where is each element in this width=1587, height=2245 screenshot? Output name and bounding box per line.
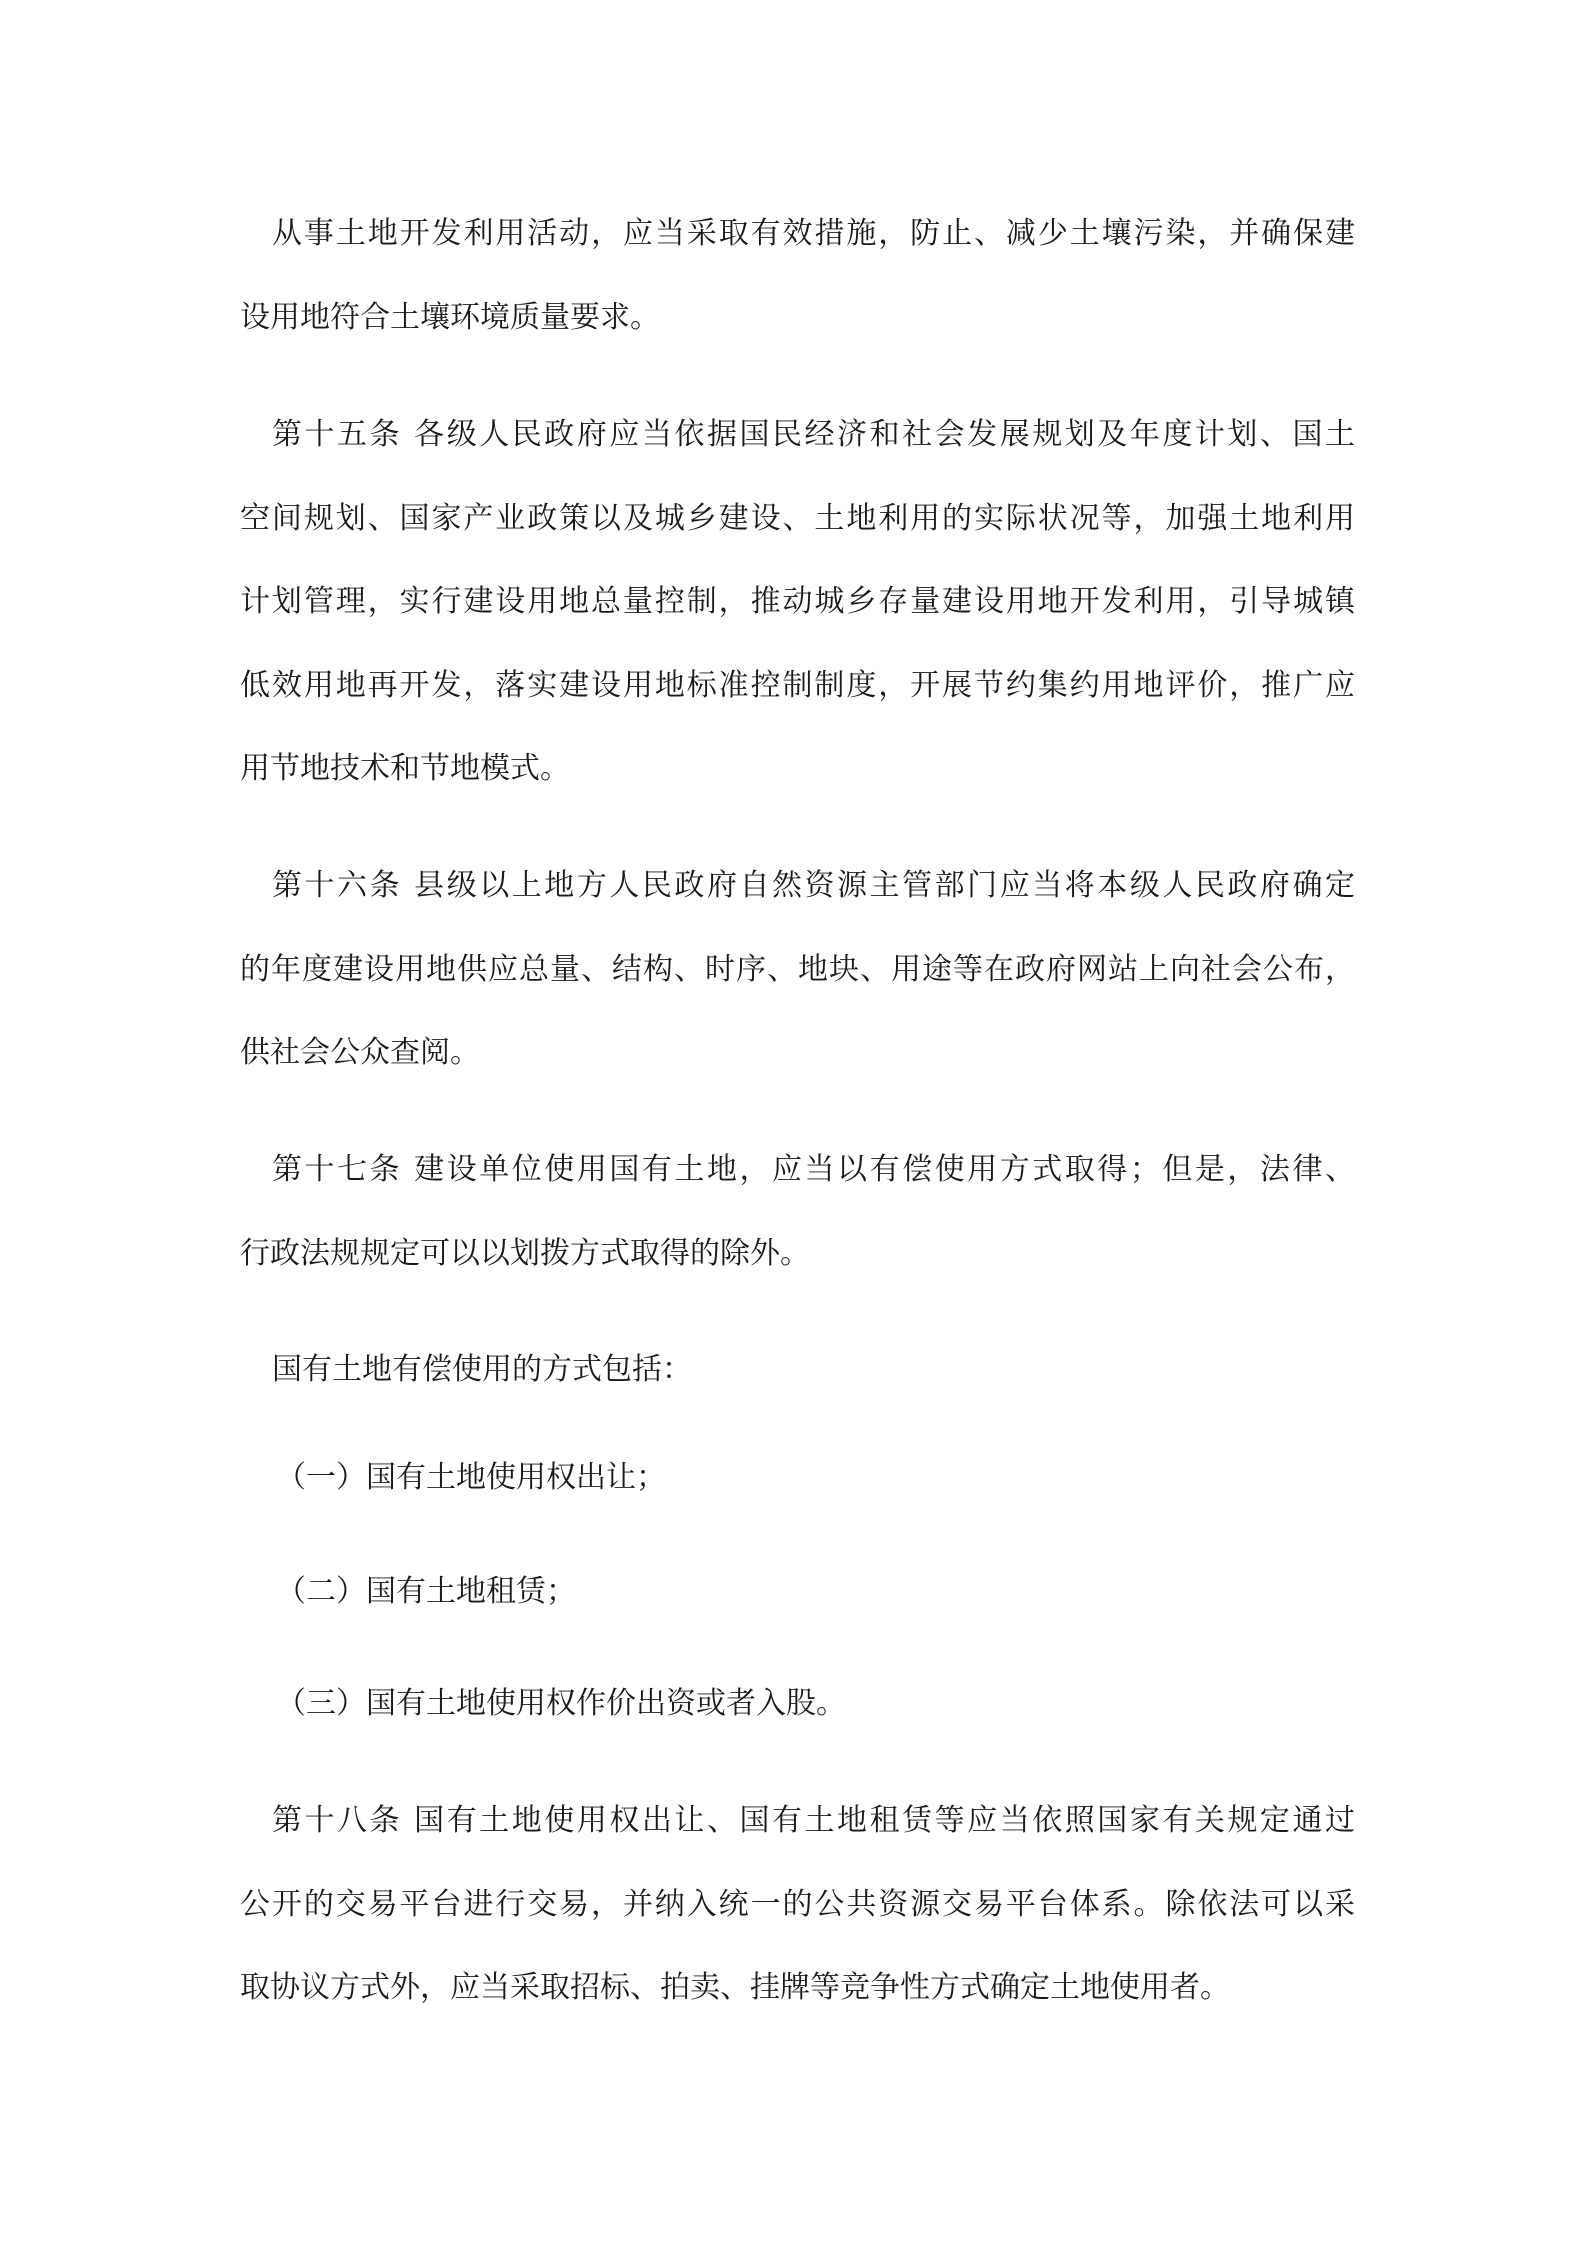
- paragraph-line: 设用地符合土壤环境质量要求。: [240, 300, 660, 335]
- article-17-line: 第十七条 建设单位使用国有土地，应当以有偿使用方式取得；但是，法律、: [272, 1152, 1355, 1187]
- article-15-line: 计划管理，实行建设用地总量控制，推动城乡存量建设用地开发利用，引导城镇: [240, 584, 1355, 619]
- list-item: （二）国有土地租赁；: [276, 1574, 576, 1609]
- article-16-line: 第十六条 县级以上地方人民政府自然资源主管部门应当将本级人民政府确定: [272, 868, 1355, 903]
- list-item: （三）国有土地使用权作价出资或者入股。: [276, 1686, 846, 1721]
- article-15-line: 空间规划、国家产业政策以及城乡建设、土地利用的实际状况等，加强土地利用: [240, 501, 1355, 536]
- article-15-line: 低效用地再开发，落实建设用地标准控制制度，开展节约集约用地评价，推广应: [240, 668, 1355, 703]
- article-18-line: 公开的交易平台进行交易，并纳入统一的公共资源交易平台体系。除依法可以采: [240, 1887, 1355, 1922]
- article-15-line: 用节地技术和节地模式。: [240, 751, 570, 786]
- article-16-line: 的年度建设用地供应总量、结构、时序、地块、用途等在政府网站上向社会公布，: [240, 952, 1355, 987]
- article-17-line: 行政法规规定可以以划拨方式取得的除外。: [240, 1236, 810, 1271]
- paragraph-line: 从事土地开发利用活动，应当采取有效措施，防止、减少土壤污染，并确保建: [272, 216, 1355, 251]
- list-item: （一）国有土地使用权出让；: [276, 1460, 666, 1495]
- article-15-line: 第十五条 各级人民政府应当依据国民经济和社会发展规划及年度计划、国土: [272, 417, 1355, 452]
- article-18-line: 第十八条 国有土地使用权出让、国有土地租赁等应当依照国家有关规定通过: [272, 1803, 1355, 1838]
- paid-use-intro: 国有土地有偿使用的方式包括：: [272, 1352, 692, 1387]
- article-18-line: 取协议方式外，应当采取招标、拍卖、挂牌等竞争性方式确定土地使用者。: [240, 1970, 1230, 2005]
- article-16-line: 供社会公众查阅。: [240, 1035, 480, 1070]
